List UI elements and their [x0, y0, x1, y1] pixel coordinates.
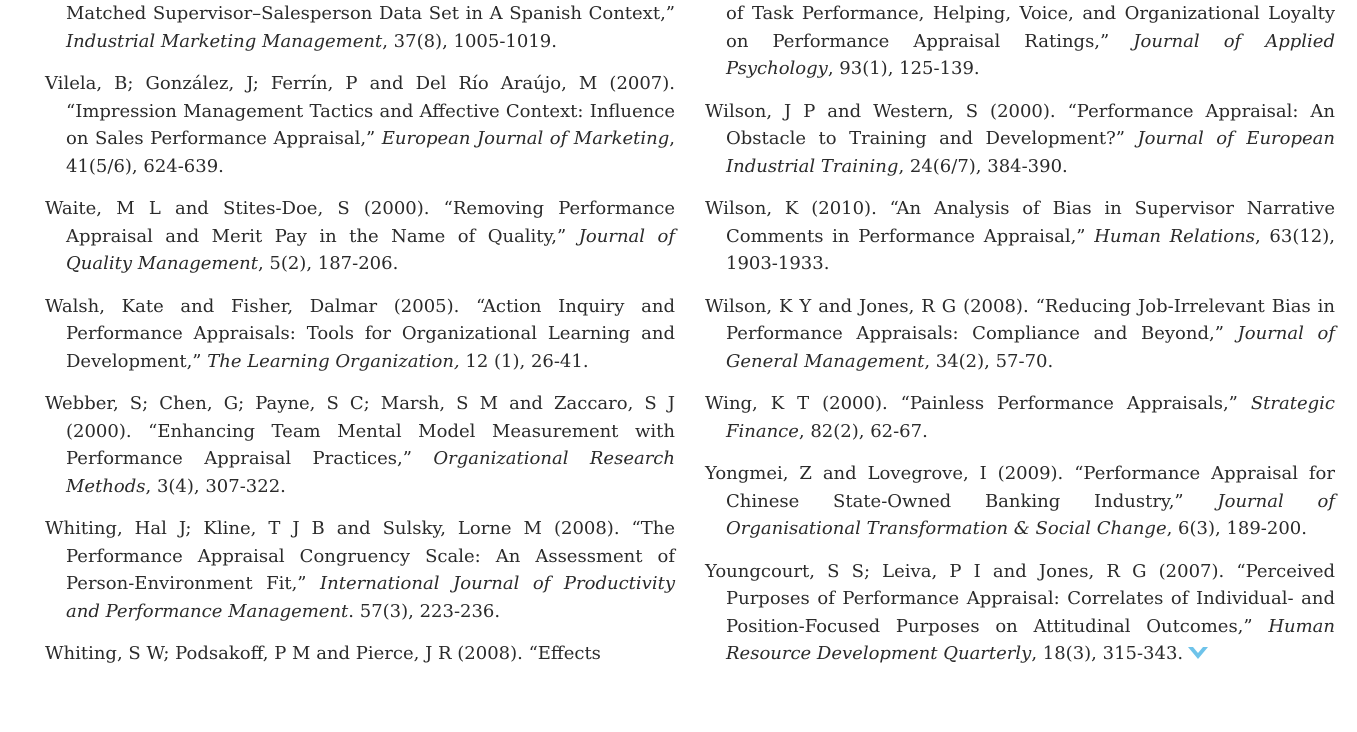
reference-entry: Wilson, J P and Western, S (2000). “Performance Appraisal: An Obstacle to Training and Development?” Journal of European Industrial Training, 24(6/7), 384-390.: [705, 100, 1335, 177]
reference-entry: Vilela, B; González, J; Ferrín, P and Del Río Araújo, M (2007). “Impression Management Tactics and Affective Context: Influence on Sales Performance Appraisal,” European Journal of Marketing, 41(5/6), 624-639.: [45, 73, 675, 177]
reference-entry: Wilson, K Y and Jones, R G (2008). “Reducing Job-Irrelevant Bias in Performance Appraisals: Compliance and Beyond,” Journal of General Management, 34(2), 57-70.: [705, 295, 1335, 372]
reference-entry: Whiting, S W; Podsakoff, P M and Pierce, J R (2008). “Effects: [45, 643, 601, 664]
reference-entry: Wing, K T (2000). “Painless Performance Appraisals,” Strategic Finance, 82(2), 62-67.: [705, 393, 1335, 442]
references-left-column: [45, 0, 675, 683]
references-right-column: [705, 0, 1335, 683]
reference-entry: Wilson, K (2010). “An Analysis of Bias in Supervisor Narrative Comments in Performance Appraisal,” Human Relations, 63(12), 1903-1933.: [705, 198, 1335, 274]
reference-entry: Matched Supervisor–Salesperson Data Set in A Spanish Context,” Industrial Marketing Management, 37(8), 1005-1019.: [66, 3, 675, 52]
reference-entry: of Task Performance, Helping, Voice, and Organizational Loyalty on Performance Appraisal Ratings,” Journal of Applied Psychology, 93(1), 125-139.: [726, 3, 1335, 79]
reference-entry: Yongmei, Z and Lovegrove, I (2009). “Performance Appraisal for Chinese State-Owned Banking Industry,” Journal of Organisational Transformation & Social Change, 6(3), 189-200.: [705, 463, 1335, 539]
reference-entry: Whiting, Hal J; Kline, T J B and Sulsky, Lorne M (2008). “The Performance Appraisal Congruency Scale: An Assessment of Person-Environment Fit,” International Journal of Productivity and Performance Management. 57(3), 223-236.: [45, 518, 675, 622]
reference-entry: Webber, S; Chen, G; Payne, S C; Marsh, S M and Zaccaro, S J (2000). “Enhancing Team Mental Model Measurement with Performance Appraisal Practices,” Organizational Research Methods, 3(4), 307-322.: [45, 393, 675, 497]
reference-entry: Waite, M L and Stites-Doe, S (2000). “Removing Performance Appraisal and Merit Pay in the Name of Quality,” Journal of Quality Management, 5(2), 187-206.: [45, 198, 675, 274]
reference-entry: Youngcourt, S S; Leiva, P I and Jones, R G (2007). “Perceived Purposes of Performance Appraisal: Correlates of Individual- and Position-Focused Purposes on Attitudinal Outcomes,” Human Resource Development Quarterly, 18(3), 315-343.: [705, 560, 1335, 664]
chevron-end-mark-icon: [1187, 646, 1209, 660]
reference-entry: Walsh, Kate and Fisher, Dalmar (2005). “Action Inquiry and Performance Appraisals: Tools for Organizational Learning and Development,” The Learning Organization, 12 (1), 26-41.: [45, 295, 675, 372]
